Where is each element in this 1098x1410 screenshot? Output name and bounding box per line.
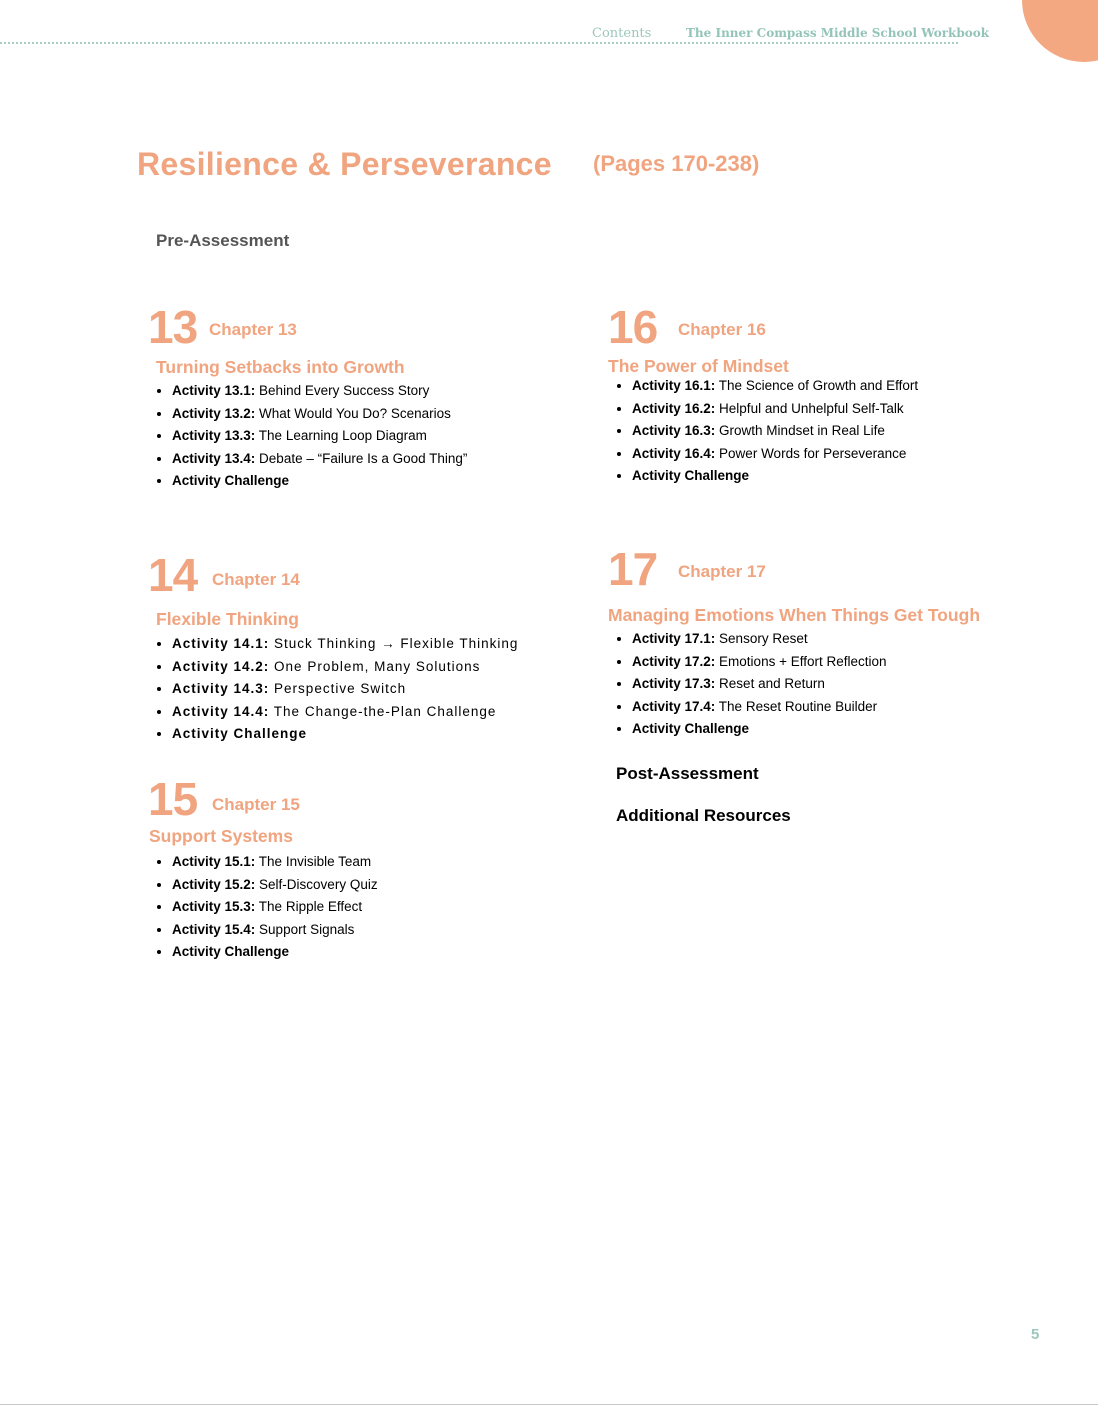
post-assessment-link[interactable]: Post-Assessment <box>616 764 759 783</box>
chapter-label: Chapter 17 <box>678 562 766 581</box>
page-title: Resilience & Perseverance <box>137 146 552 182</box>
chapter-number: 17 <box>608 543 658 595</box>
chapter-label: Chapter 15 <box>212 795 300 814</box>
additional-resources-link[interactable]: Additional Resources <box>616 806 791 825</box>
chapter-number: 16 <box>608 301 658 353</box>
activity-list <box>150 851 378 964</box>
list-item[interactable]: • Activity 16.1: The Science of Growth and Effort <box>632 375 918 398</box>
list-item[interactable]: • Activity 17.3: Reset and Return <box>632 673 887 696</box>
header-divider <box>0 42 958 44</box>
chapter-title[interactable]: The Power of Mindset <box>608 356 789 376</box>
header-section-label: Contents <box>592 26 652 41</box>
chapter-title[interactable]: Support Systems <box>149 826 293 846</box>
activity-list <box>610 628 887 741</box>
chapter-title[interactable]: Managing Emotions When Things Get Tough <box>608 605 981 625</box>
list-item[interactable]: • Activity 15.2: Self-Discovery Quiz <box>172 874 378 897</box>
list-item[interactable]: • Activity Challenge <box>172 470 467 493</box>
chapter-label: Chapter 14 <box>212 570 300 589</box>
chapter-number: 15 <box>148 773 198 825</box>
chapter-label: Chapter 16 <box>678 320 766 339</box>
activity-list <box>150 633 518 746</box>
list-item[interactable]: • Activity 16.4: Power Words for Perseverance <box>632 443 918 466</box>
list-item[interactable]: • Activity 14.4: The Change-the-Plan Challenge <box>172 701 518 724</box>
page-range: (Pages 170-238) <box>593 151 760 176</box>
list-item[interactable]: • Activity 13.3: The Learning Loop Diagram <box>172 425 467 448</box>
list-item[interactable]: • Activity 13.2: What Would You Do? Scenarios <box>172 403 467 426</box>
corner-decoration <box>1022 0 1098 62</box>
list-item[interactable]: • Activity 17.1: Sensory Reset <box>632 628 887 651</box>
chapter-number: 14 <box>148 549 198 601</box>
list-item[interactable]: • Activity 16.3: Growth Mindset in Real Life <box>632 420 918 443</box>
list-item[interactable]: • Activity Challenge <box>632 465 918 488</box>
pre-assessment-link[interactable]: Pre-Assessment <box>156 231 290 250</box>
list-item[interactable]: • Activity 14.1: Stuck Thinking → Flexible Thinking <box>172 633 518 656</box>
list-item[interactable]: • Activity 13.4: Debate – “Failure Is a Good Thing” <box>172 448 467 471</box>
chapter-label: Chapter 13 <box>209 320 297 339</box>
activity-list <box>150 380 467 493</box>
list-item[interactable]: • Activity 17.4: The Reset Routine Builder <box>632 696 887 719</box>
list-item[interactable]: • Activity 17.2: Emotions + Effort Reflection <box>632 651 887 674</box>
list-item[interactable]: • Activity 14.2: One Problem, Many Solutions <box>172 656 518 679</box>
list-item[interactable]: • Activity 16.2: Helpful and Unhelpful Self-Talk <box>632 398 918 421</box>
chapter-number: 13 <box>148 301 198 353</box>
chapter-title[interactable]: Flexible Thinking <box>156 609 299 629</box>
page-number: 5 <box>1031 1326 1040 1343</box>
list-item[interactable]: • Activity Challenge <box>172 723 518 746</box>
list-item[interactable]: • Activity 13.1: Behind Every Success Story <box>172 380 467 403</box>
chapter-title[interactable]: Turning Setbacks into Growth <box>156 357 405 377</box>
footer-divider <box>0 1404 1098 1405</box>
activity-list <box>610 375 918 488</box>
list-item[interactable]: • Activity 15.1: The Invisible Team <box>172 851 378 874</box>
list-item[interactable]: • Activity 15.3: The Ripple Effect <box>172 896 378 919</box>
header-book-title: The Inner Compass Middle School Workbook <box>686 26 990 40</box>
list-item[interactable]: • Activity Challenge <box>632 718 887 741</box>
list-item[interactable]: • Activity 15.4: Support Signals <box>172 919 378 942</box>
list-item[interactable]: • Activity Challenge <box>172 941 378 964</box>
list-item[interactable]: • Activity 14.3: Perspective Switch <box>172 678 518 701</box>
